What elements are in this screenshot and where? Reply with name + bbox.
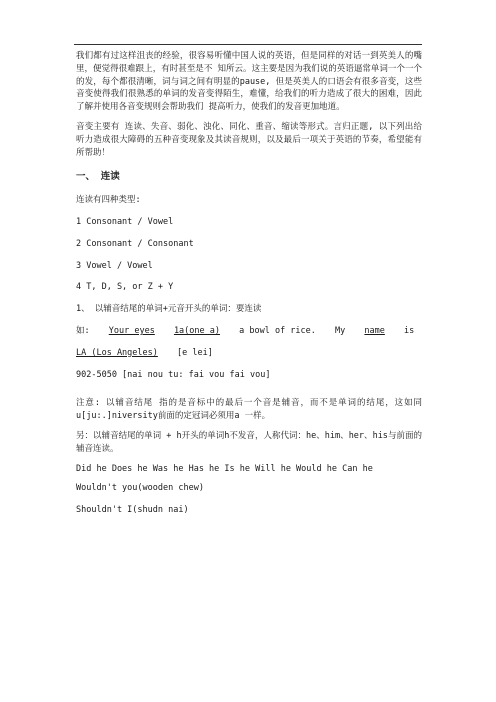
example-bowl-of-rice: a bowl of rice. [239,325,316,336]
summary-paragraph: 音变主要有 连读、失音、弱化、浊化、同化、重音、缩读等形式。言归正题, 以下列出给听力造成很大障碍的五种音变现象及其读音规则，以及最后一项关于英语的节奏，希望能有所帮助！ [76,121,422,158]
extra-paragraph: 另：以辅音结尾的单词 + h开头的单词h不发音，人称代词：he、him、her、his与前面的辅音连读。 [76,430,422,454]
type-item-4: 4 T, D, S, or Z + Y [76,282,174,293]
type-item-2: 2 Consonant / Consonant [76,238,194,249]
wouldnt-example: Wouldn't you(wooden chew) [76,483,204,494]
type-item-3: 3 Vowel / Vowel [76,260,153,271]
example-label: 如: [76,325,90,336]
example-line [76,325,422,338]
example-la-phonetic: [e lei] [177,347,213,358]
example-la: LA (Los Angeles) [76,347,158,358]
example-line-2 [76,347,422,360]
document-body [76,50,422,526]
example-name: name [364,325,385,336]
header-rule [74,44,422,45]
intro-paragraph: 我们都有过这样沮丧的经验，很容易听懂中国人说的英语，但是同样的对话一到英美人的嘴里，便觉得很难跟上，有时甚至是不 知所云。这主要是因为我们说的英语逼常单词一个一个的发，每个都很清晰，词与词之间有明显的pause, 但是英美人的口语会有很多音变，这些音变使得我们很熟悉的单词的发音变得陌生，难懂，给我们的听力造成了很大的困难，因此了解并使用各音变规则会帮助我们 提高听力，使我们的发音更加地道。 [76,51,422,113]
phone-example: 902-5050 [nai nou tu: fai vou fai vou] [76,369,271,380]
example-your-eyes: Your eyes [108,325,155,336]
rule-1: 1、 以辅音结尾的单词+元音开头的单词：要连读 [76,304,262,315]
type-item-1: 1 Consonant / Vowel [76,216,174,227]
h-examples: Did he Does he Was he Has he Is he Will he Would he Can he [76,463,373,474]
example-my: My [335,325,346,336]
note-paragraph: 注意: 以辅音结尾 指的是音标中的最后一个音是辅音，而不是单词的结尾，这如同u[ju:.]niversity前面的定冠词必须用a 一样。 [76,398,422,422]
shouldnt-example: Shouldn't I(shudn nai) [76,505,189,516]
section-heading: 一、 连读 [76,171,120,183]
types-intro: 连读有四种类型: [76,195,141,206]
example-one-a: 1a(one a) [173,325,220,336]
example-is: is [404,325,415,336]
